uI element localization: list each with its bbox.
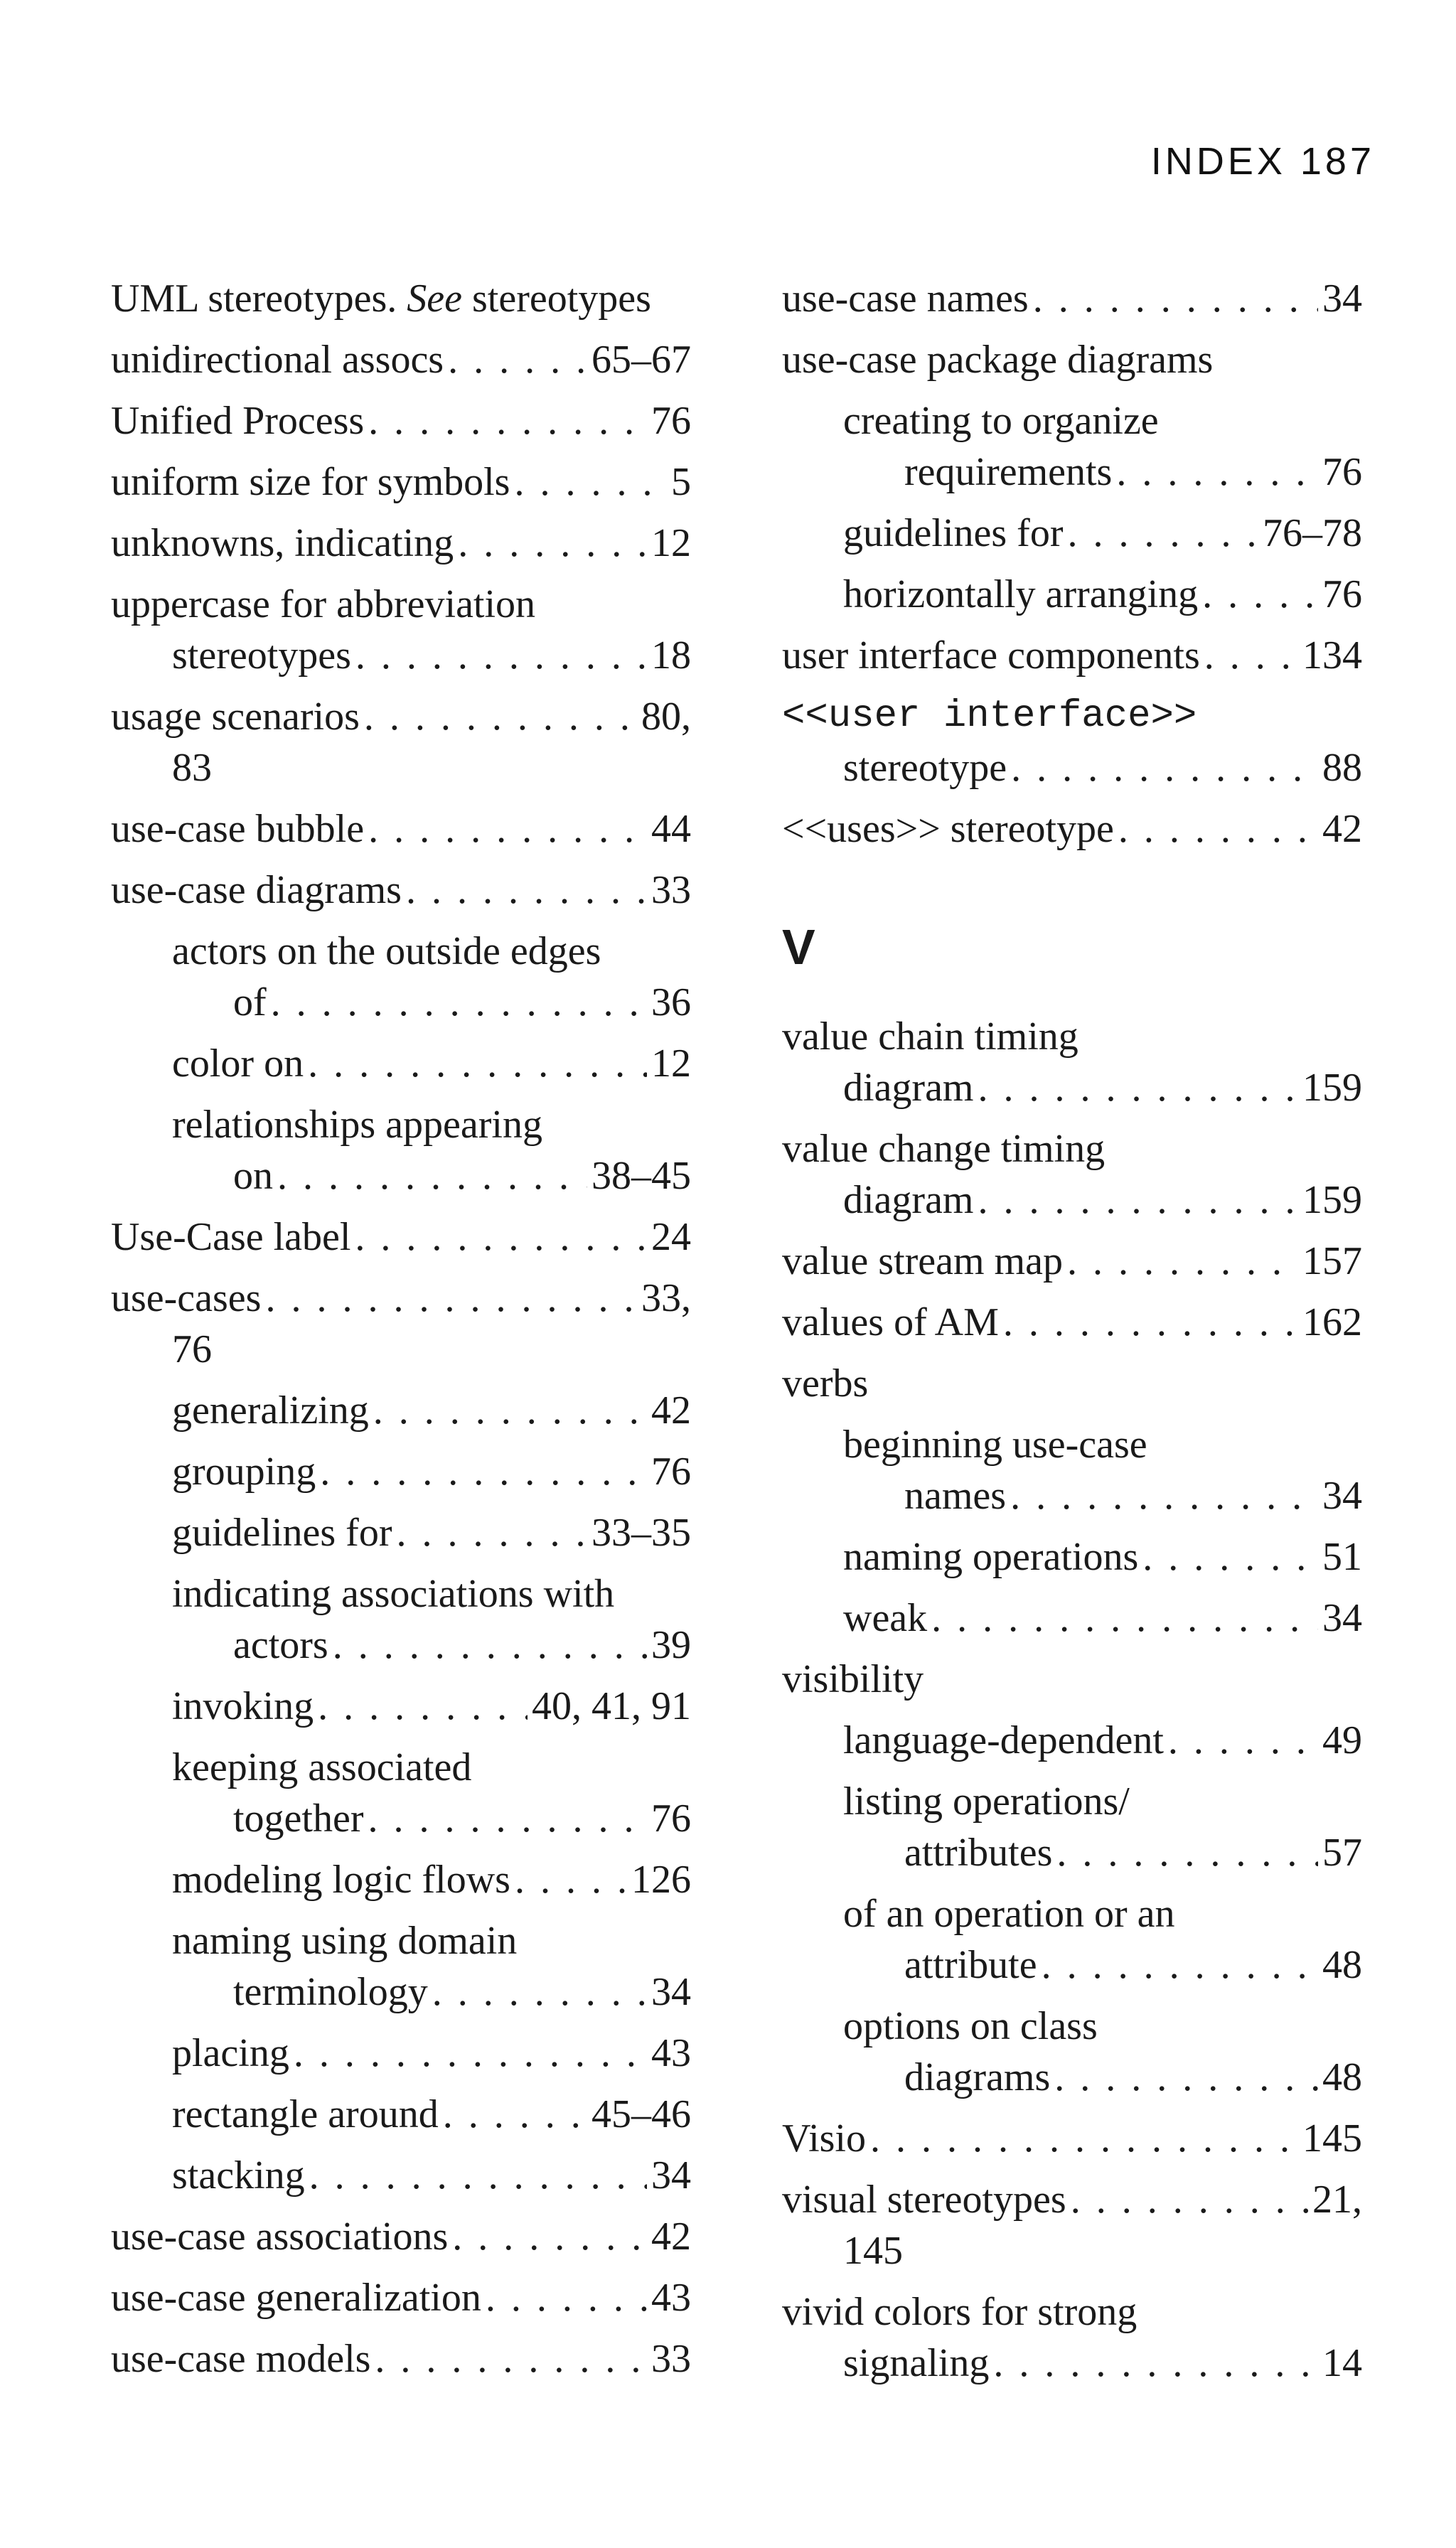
dot-leader — [373, 1385, 647, 1436]
entry-line — [172, 1385, 691, 1436]
entry-term — [111, 273, 651, 324]
entry-line — [111, 273, 691, 324]
index-subentry — [782, 1419, 1362, 1521]
dot-leader — [368, 1793, 647, 1844]
entry-term: unknowns, indicating — [111, 521, 454, 565]
entry-term: diagram — [843, 1178, 974, 1222]
entry-line — [843, 1715, 1362, 1766]
entry-term: diagram — [843, 1066, 974, 1110]
entry-term: value stream map — [782, 1239, 1063, 1283]
page-numbers: 76–78 — [1263, 511, 1362, 555]
index-subentry — [782, 1715, 1362, 1766]
entry-term: value change timing — [782, 1127, 1106, 1171]
page-numbers: 34 — [651, 2153, 691, 2198]
entry-term: weak — [843, 1596, 928, 1640]
dot-leader — [309, 2150, 647, 2201]
entry-line — [172, 1507, 691, 1558]
entry-term: value chain timing — [782, 1015, 1078, 1059]
index-subentry — [111, 2028, 691, 2079]
dot-leader — [355, 630, 647, 681]
entry-term: horizontally arranging — [843, 572, 1199, 616]
entry-term: vivid colors for strong — [782, 2290, 1138, 2334]
entry-line — [843, 446, 1362, 498]
running-header: INDEX 187 — [1150, 140, 1375, 183]
index-subentry — [782, 1592, 1362, 1644]
entry-line — [172, 2028, 691, 2079]
entry-term: naming using domain — [172, 1919, 518, 1963]
entry-term: indicating associations with — [172, 1572, 615, 1616]
entry-line — [843, 1888, 1362, 1939]
page-numbers: 38–45 — [592, 1154, 691, 1198]
dot-leader — [978, 1174, 1298, 1226]
dot-leader — [1118, 803, 1318, 855]
index-column-left — [111, 273, 691, 2394]
entry-line — [172, 2150, 691, 2201]
entry-term: user interface components — [782, 633, 1200, 678]
entry-line — [843, 508, 1362, 559]
dot-leader — [1116, 446, 1318, 498]
dot-leader — [1042, 1939, 1318, 1991]
entry-term: on — [233, 1154, 273, 1198]
entry-line — [782, 630, 1362, 681]
index-subentry — [782, 569, 1362, 620]
entry-term: modeling logic flows — [172, 1858, 510, 1902]
entry-term: Visio — [782, 2116, 866, 2161]
index-subentry — [111, 1385, 691, 1436]
page-numbers: 80, — [641, 695, 691, 739]
page-numbers: 33 — [651, 2337, 691, 2381]
index-entry — [111, 803, 691, 855]
dot-leader — [443, 2089, 587, 2140]
page-numbers: 42 — [1322, 807, 1362, 851]
dot-leader — [1067, 1236, 1298, 1287]
index-entry — [782, 1236, 1362, 1287]
entry-line — [782, 1297, 1362, 1348]
page-numbers: 14 — [1322, 2341, 1362, 2385]
entry-line — [782, 334, 1362, 385]
entry-term: grouping — [172, 1450, 316, 1494]
entry-line — [111, 1211, 691, 1263]
entry-term: stacking — [172, 2153, 305, 2198]
entry-term: use-case bubble — [111, 807, 365, 851]
entry-term: actors — [233, 1623, 328, 1667]
entry-term: language-dependent — [843, 1718, 1164, 1762]
page-numbers: 48 — [1322, 2055, 1362, 2099]
page-numbers: 43 — [651, 2031, 691, 2075]
page-numbers: 34 — [651, 1970, 691, 2014]
entry-line — [843, 1592, 1362, 1644]
index-entry — [782, 334, 1362, 385]
entry-line — [843, 1827, 1362, 1878]
page-numbers: 42 — [651, 1388, 691, 1433]
dot-leader — [514, 456, 667, 508]
entry-term: attributes — [904, 1831, 1053, 1875]
entry-term: placing — [172, 2031, 289, 2075]
entry-line — [111, 2333, 691, 2384]
entry-term: use-case associations — [111, 2215, 449, 2259]
page-numbers: 162 — [1302, 1300, 1362, 1344]
dot-leader — [355, 1211, 647, 1263]
entry-term: <<uses>> stereotype — [782, 807, 1114, 851]
index-subentry — [782, 1531, 1362, 1583]
entry-term: terminology — [233, 1970, 428, 2014]
page-numbers: 24 — [651, 1215, 691, 1259]
index-entry — [111, 2333, 691, 2384]
entry-term: use-case models — [111, 2337, 371, 2381]
page-numbers: 39 — [651, 1623, 691, 1667]
entry-line — [843, 1531, 1362, 1583]
index-entry — [782, 2286, 1362, 2389]
entry-line — [843, 1776, 1362, 1827]
page-numbers: 88 — [1322, 746, 1362, 790]
entry-term: of an operation or an — [843, 1892, 1175, 1936]
index-subentry — [111, 1446, 691, 1497]
page-numbers: 48 — [1322, 1943, 1362, 1987]
entry-term: invoking — [172, 1684, 314, 1728]
entry-term: 76 — [172, 1327, 212, 1371]
entry-line — [843, 2052, 1362, 2103]
entry-term: visual stereotypes — [782, 2178, 1066, 2222]
dot-leader — [375, 2333, 647, 2384]
index-entry — [111, 1211, 691, 1263]
entry-term: values of AM — [782, 1300, 999, 1344]
dot-leader — [265, 1273, 637, 1324]
entry-term: names — [904, 1474, 1007, 1518]
entry-term: Use-Case label — [111, 1215, 351, 1259]
index-subentry — [111, 1915, 691, 2018]
index-entry — [111, 2272, 691, 2323]
entry-term: use-case names — [782, 277, 1029, 321]
index-subentry — [111, 1507, 691, 1558]
entry-line — [843, 1939, 1362, 1991]
page-numbers: 134 — [1302, 633, 1362, 678]
entry-term: use-case generalization — [111, 2276, 481, 2320]
index-entry — [111, 2211, 691, 2262]
entry-term-part: stereotypes — [462, 277, 651, 321]
entry-line — [782, 2113, 1362, 2164]
index-entry — [111, 456, 691, 508]
entry-term: guidelines for — [172, 1511, 392, 1555]
dot-leader — [448, 334, 587, 385]
entry-line — [111, 395, 691, 446]
dot-leader — [1202, 569, 1318, 620]
page-numbers: 5 — [671, 460, 691, 504]
entry-line — [111, 803, 691, 855]
dot-leader — [1054, 2052, 1318, 2103]
page-numbers: 76 — [1322, 450, 1362, 494]
dot-leader — [1071, 2174, 1308, 2225]
index-subentry — [111, 1038, 691, 1089]
entry-line — [172, 1681, 691, 1732]
page-numbers: 76 — [651, 399, 691, 443]
page-numbers: 159 — [1302, 1066, 1362, 1110]
entry-line — [843, 395, 1362, 446]
dot-leader — [1010, 1470, 1318, 1521]
entry-line — [782, 1062, 1362, 1113]
entry-line — [172, 1854, 691, 1905]
entry-line — [111, 630, 691, 681]
entry-term: unidirectional assocs — [111, 338, 444, 382]
page-numbers: 36 — [651, 980, 691, 1024]
entry-line — [172, 1793, 691, 1844]
dot-leader — [320, 1446, 647, 1497]
page-numbers: 43 — [651, 2276, 691, 2320]
index-subentry — [111, 1681, 691, 1732]
entry-line — [172, 977, 691, 1028]
dot-leader — [368, 395, 647, 446]
entry-line — [782, 2225, 1362, 2276]
entry-term: generalizing — [172, 1388, 369, 1433]
entry-line — [111, 518, 691, 569]
index-subentry — [782, 1888, 1362, 1991]
index-entry — [782, 803, 1362, 855]
index-subentry — [111, 1854, 691, 1905]
index-entry — [782, 630, 1362, 681]
index-column-right — [782, 273, 1362, 2399]
entry-term: verbs — [782, 1361, 869, 1406]
entry-term: naming operations — [843, 1535, 1139, 1579]
index-entry — [782, 1123, 1362, 1226]
entry-term: Unified Process — [111, 399, 365, 443]
index-subentry — [111, 1742, 691, 1844]
dot-leader — [1033, 273, 1318, 324]
entry-term: options on class — [843, 2004, 1098, 2048]
dot-leader — [1204, 630, 1298, 681]
dot-leader — [1067, 508, 1258, 559]
dot-leader — [364, 691, 637, 742]
entry-term: signaling — [843, 2341, 990, 2385]
entry-term: <<user interface>> — [782, 695, 1197, 738]
index-entry — [111, 334, 691, 385]
page-numbers: 159 — [1302, 1178, 1362, 1222]
page-numbers: 33, — [641, 1276, 691, 1320]
entry-line — [111, 2211, 691, 2262]
page-numbers: 157 — [1302, 1239, 1362, 1283]
entry-line — [111, 2272, 691, 2323]
index-entry — [782, 273, 1362, 324]
entry-term: visibility — [782, 1657, 924, 1701]
entry-line — [782, 1358, 1362, 1409]
index-subentry — [782, 2001, 1362, 2103]
dot-leader — [271, 977, 647, 1028]
dot-leader — [993, 2338, 1318, 2389]
page-numbers: 12 — [651, 521, 691, 565]
entry-line — [782, 2338, 1362, 2389]
index-subentry — [111, 2089, 691, 2140]
index-entry — [111, 518, 691, 569]
index-entry — [111, 395, 691, 446]
entry-term: creating to organize — [843, 399, 1159, 443]
dot-leader — [1056, 1827, 1318, 1878]
index-entry — [782, 691, 1362, 793]
cross-reference-label: See — [407, 277, 462, 321]
entry-line — [172, 1150, 691, 1201]
entry-line — [172, 926, 691, 977]
entry-term: of — [233, 980, 267, 1024]
entry-term: beginning use-case — [843, 1423, 1147, 1467]
index-entry — [782, 1011, 1362, 1113]
page-numbers: 126 — [631, 1858, 691, 1902]
index-subentry — [111, 1099, 691, 1201]
page-numbers: 34 — [1322, 1474, 1362, 1518]
entry-line — [782, 1011, 1362, 1062]
dot-leader — [1003, 1297, 1298, 1348]
dot-leader — [406, 864, 647, 916]
entry-line — [172, 1038, 691, 1089]
entry-term: rectangle around — [172, 2092, 439, 2136]
entry-line — [111, 742, 691, 793]
page-numbers: 34 — [1322, 277, 1362, 321]
index-subentry — [111, 2150, 691, 2201]
entry-line — [782, 1123, 1362, 1174]
entry-line — [782, 742, 1362, 793]
page-numbers: 33 — [651, 868, 691, 912]
dot-leader — [432, 1966, 647, 2018]
index-entry — [782, 2113, 1362, 2164]
dot-leader — [396, 1507, 587, 1558]
entry-term: uppercase for abbreviation — [111, 582, 536, 626]
entry-term: keeping associated — [172, 1745, 472, 1789]
index-subentry — [782, 1776, 1362, 1878]
entry-line — [782, 691, 1362, 742]
index-entry — [782, 1654, 1362, 1705]
entry-term: 83 — [172, 746, 212, 790]
dot-leader — [515, 1854, 627, 1905]
entry-term: diagrams — [904, 2055, 1051, 2099]
entry-line — [172, 1446, 691, 1497]
page-numbers: 21, — [1312, 2178, 1362, 2222]
entry-line — [782, 2286, 1362, 2338]
entry-line — [172, 1742, 691, 1793]
entry-term: use-case diagrams — [111, 868, 402, 912]
page-numbers: 145 — [1302, 2116, 1362, 2161]
entry-term: use-case package diagrams — [782, 338, 1214, 382]
entry-term: guidelines for — [843, 511, 1064, 555]
index-entry — [111, 691, 691, 793]
entry-line — [843, 1419, 1362, 1470]
index-subentry — [782, 395, 1362, 498]
dot-leader — [308, 1038, 647, 1089]
entry-term: relationships appearing — [172, 1103, 542, 1147]
entry-line — [172, 1099, 691, 1150]
page-numbers: 18 — [651, 633, 691, 678]
index-entry — [782, 1358, 1362, 1409]
page-numbers: 57 — [1322, 1831, 1362, 1875]
dot-leader — [318, 1681, 528, 1732]
entry-line — [172, 1966, 691, 2018]
page-numbers: 34 — [1322, 1596, 1362, 1640]
page-numbers: 45–46 — [592, 2092, 691, 2136]
entry-term: actors on the outside edges — [172, 929, 601, 973]
index-entry — [111, 864, 691, 916]
dot-leader — [931, 1592, 1318, 1644]
index-entry — [111, 273, 691, 324]
entry-term: uniform size for symbols — [111, 460, 510, 504]
entry-term: requirements — [904, 450, 1113, 494]
entry-line — [843, 2001, 1362, 2052]
entry-line — [172, 1568, 691, 1620]
entry-line — [111, 456, 691, 508]
entry-line — [782, 1654, 1362, 1705]
entry-line — [111, 691, 691, 742]
entry-line — [782, 803, 1362, 855]
entry-term: together — [233, 1797, 364, 1841]
entry-line — [782, 1236, 1362, 1287]
dot-leader — [870, 2113, 1298, 2164]
entry-line — [782, 273, 1362, 324]
page-numbers: 33–35 — [592, 1511, 691, 1555]
index-entry — [782, 2174, 1362, 2276]
entry-line — [172, 1915, 691, 1966]
entry-line — [172, 1620, 691, 1671]
dot-leader — [1011, 742, 1318, 793]
page-numbers: 12 — [651, 1042, 691, 1086]
page-numbers: 76 — [1322, 572, 1362, 616]
page-numbers: 40, 41, 91 — [532, 1684, 691, 1728]
entry-term: stereotype — [843, 746, 1007, 790]
dot-leader — [458, 518, 647, 569]
index-entry — [111, 579, 691, 681]
entry-line — [111, 864, 691, 916]
index-entry — [782, 1297, 1362, 1348]
dot-leader — [333, 1620, 647, 1671]
entry-line — [111, 579, 691, 630]
entry-term: 145 — [843, 2229, 903, 2273]
page-numbers: 76 — [651, 1450, 691, 1494]
entry-line — [111, 334, 691, 385]
entry-line — [843, 569, 1362, 620]
entry-line — [111, 1273, 691, 1324]
dot-leader — [277, 1150, 587, 1201]
entry-line — [111, 1324, 691, 1375]
page-numbers: 65–67 — [592, 338, 691, 382]
page-numbers: 51 — [1322, 1535, 1362, 1579]
index-subentry — [782, 508, 1362, 559]
entry-term: use-cases — [111, 1276, 262, 1320]
page-numbers: 49 — [1322, 1718, 1362, 1762]
dot-leader — [452, 2211, 647, 2262]
entry-line — [782, 1174, 1362, 1226]
entry-line — [843, 1470, 1362, 1521]
index-entry — [111, 1273, 691, 1375]
entry-line — [782, 2174, 1362, 2225]
section-letter: V — [782, 919, 815, 975]
index-subentry — [111, 1568, 691, 1671]
entry-term: usage scenarios — [111, 695, 360, 739]
dot-leader — [294, 2028, 647, 2079]
entry-term-part: UML stereotypes. — [111, 277, 407, 321]
page-numbers: 42 — [651, 2215, 691, 2259]
dot-leader — [486, 2272, 647, 2323]
entry-term: listing operations/ — [843, 1779, 1130, 1824]
entry-term: color on — [172, 1042, 304, 1086]
index-subentry — [111, 926, 691, 1028]
page-numbers: 76 — [651, 1797, 691, 1841]
dot-leader — [1142, 1531, 1318, 1583]
dot-leader — [978, 1062, 1298, 1113]
dot-leader — [368, 803, 647, 855]
dot-leader — [1168, 1715, 1318, 1766]
entry-line — [172, 2089, 691, 2140]
page-numbers: 44 — [651, 807, 691, 851]
entry-term: attribute — [904, 1943, 1037, 1987]
entry-term: stereotypes — [172, 633, 351, 678]
